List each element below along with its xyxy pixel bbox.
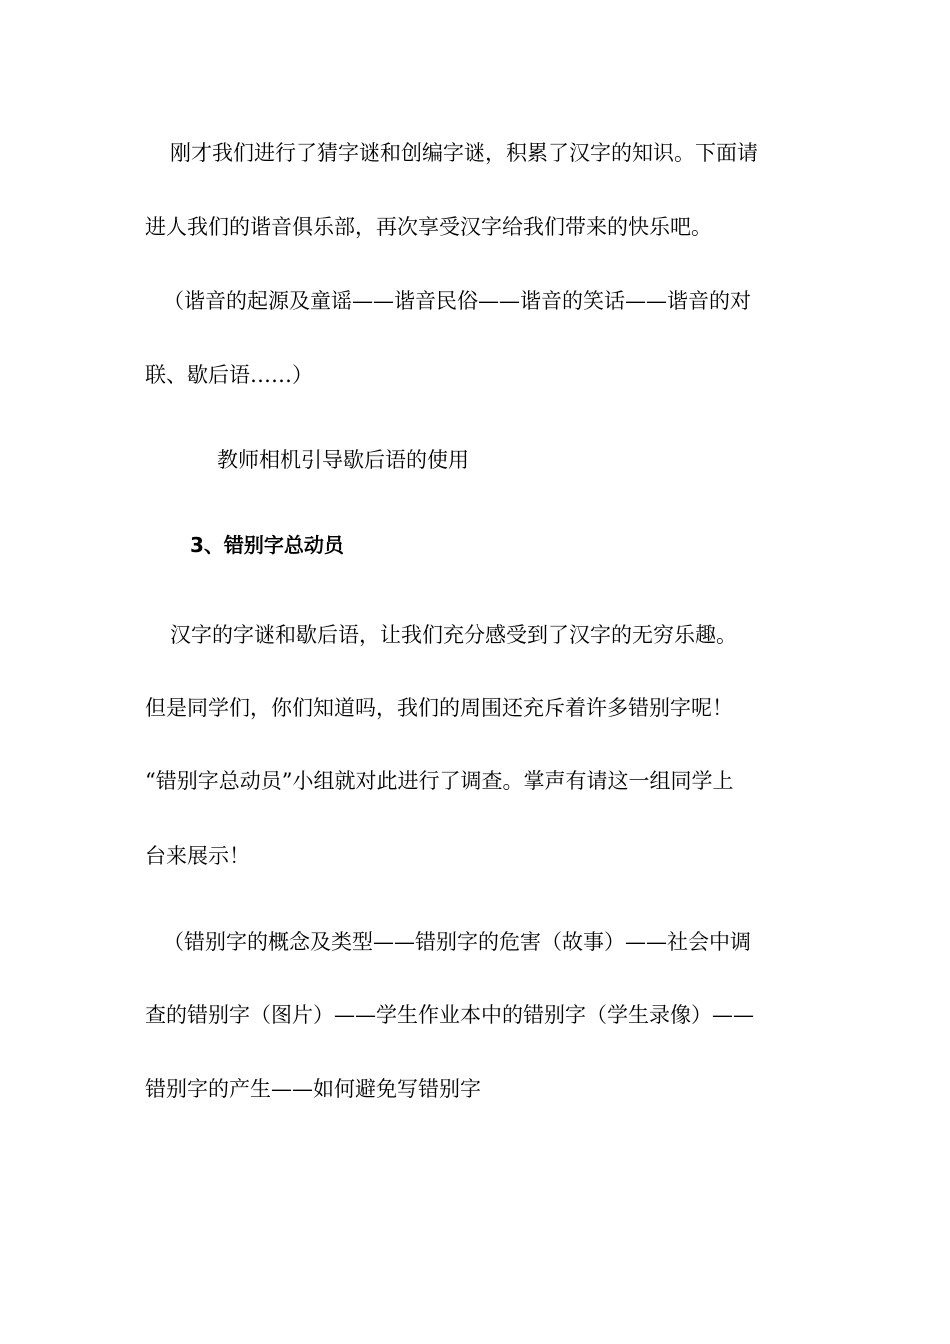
paragraph-4-line-2: 查的错别字（图片）——学生作业本中的错别字（学生录像）—— (145, 1003, 754, 1027)
section-heading: 3、错别字总动员 (190, 533, 344, 557)
paragraph-1-line-2: 进人我们的谐音俱乐部，再次享受汉字给我们带来的快乐吧。 (145, 215, 712, 239)
paragraph-3-line-3: “错别字总动员”小组就对此进行了调查。掌声有请这一组同学上 (145, 769, 734, 793)
paragraph-4-line-3: 错别字的产生——如何避免写错别字 (145, 1077, 481, 1101)
paragraph-2-line-1: （谐音的起源及童谣——谐音民俗——谐音的笑话——谐音的对 (163, 289, 751, 313)
paragraph-3-line-1: 汉字的字谜和歇后语，让我们充分感受到了汉字的无穷乐趣。 (170, 623, 737, 647)
paragraph-2-line-2: 联、歇后语……） (145, 363, 313, 387)
paragraph-3-line-4: 台来展示！ (145, 844, 250, 868)
paragraph-3-line-2: 但是同学们，你们知道吗，我们的周围还充斥着许多错别字呢！ (145, 696, 733, 720)
paragraph-1-line-1: 刚才我们进行了猜字谜和创编字谜，积累了汉字的知识。下面请 (170, 141, 758, 165)
paragraph-4-line-1: （错别字的概念及类型——错别字的危害（故事）——社会中调 (163, 930, 751, 954)
teacher-note: 教师相机引导歇后语的使用 (217, 448, 469, 472)
